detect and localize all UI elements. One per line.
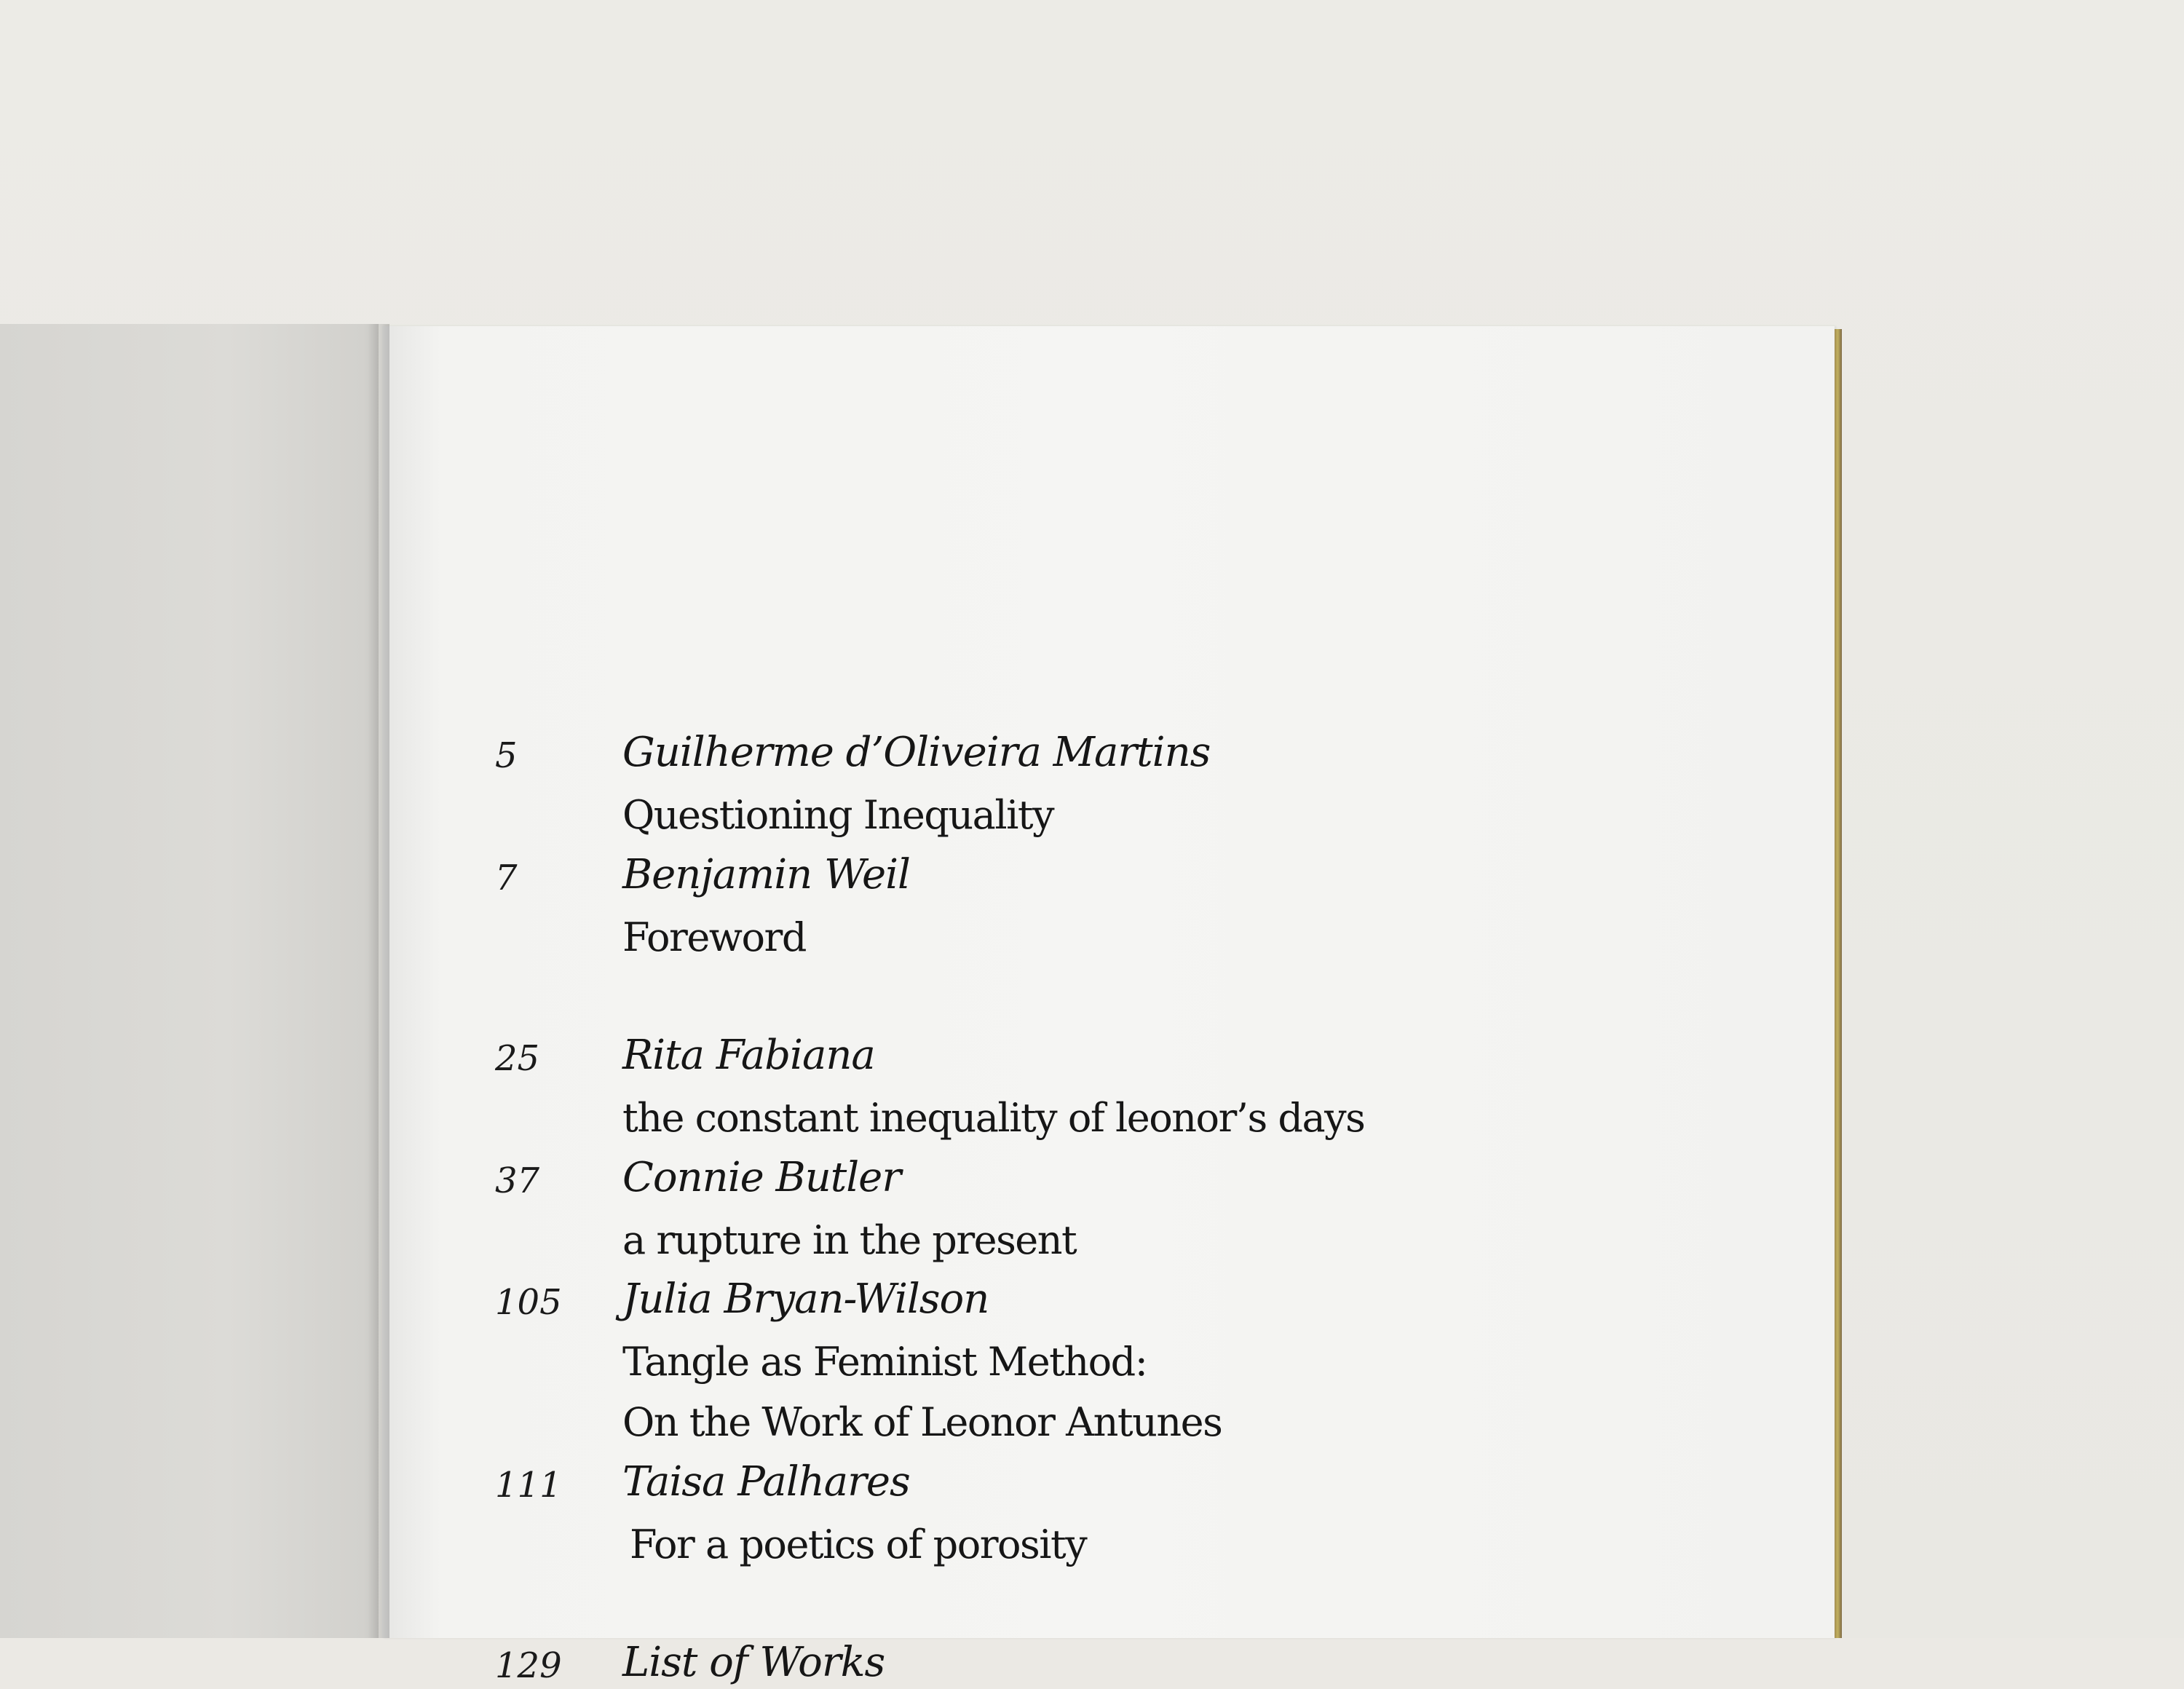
toc-title: a rupture in the present [622,1217,1077,1263]
toc-page-number: 37 [495,1160,540,1201]
toc-author: Rita Fabiana [622,1032,875,1079]
toc-page-number: 5 [495,735,518,776]
toc-author: Connie Butler [622,1154,901,1201]
toc-title: the constant inequality of leonor’s days [622,1095,1365,1141]
toc-page-number: 25 [495,1038,540,1079]
toc-title: On the Work of Leonor Antunes [622,1399,1222,1445]
right-page [382,326,1835,1686]
toc-page-number: 7 [495,858,518,898]
table-of-contents [382,326,1835,1686]
toc-title: For a poetics of porosity [630,1522,1087,1567]
toc-title: Tangle as Feminist Method: [622,1339,1147,1385]
toc-title: Questioning Inequality [622,792,1054,838]
gutter-shadow [368,324,389,1638]
toc-author: Taisa Palhares [622,1458,910,1506]
toc-author: Guilherme d’Oliveira Martins [622,729,1211,776]
toc-author: Julia Bryan-Wilson [622,1275,989,1323]
toc-page-number: 105 [495,1282,562,1323]
left-page [0,324,379,1638]
toc-author: Benjamin Weil [622,851,910,898]
toc-title: Foreword [622,914,806,960]
toc-author: List of Works [622,1639,885,1686]
toc-page-number: 129 [495,1645,562,1686]
toc-page-number: 111 [495,1465,562,1506]
